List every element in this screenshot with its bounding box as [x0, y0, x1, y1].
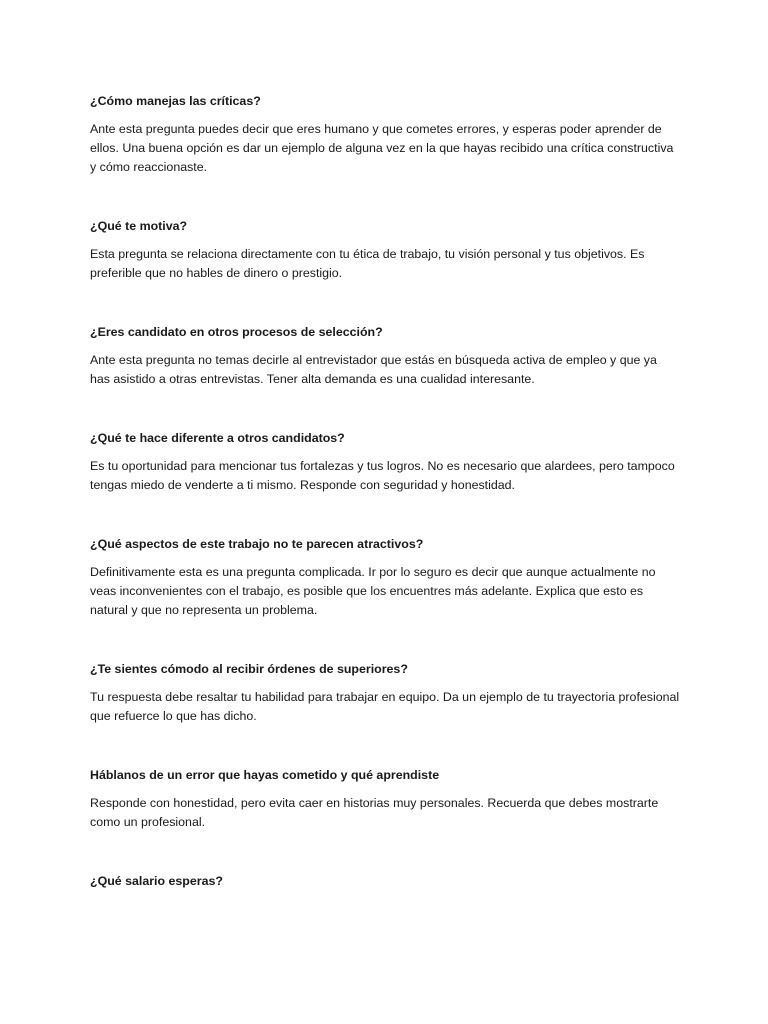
question-heading: Háblanos de un error que hayas cometido y qué aprendiste: [90, 768, 440, 782]
question-heading: ¿Qué salario esperas?: [90, 874, 223, 888]
answer-paragraph: Responde con honestidad, pero evita caer en historias muy personales. Recuerda que debes mostrarte como un profesional.: [90, 796, 659, 829]
qa-item-error: [90, 766, 680, 832]
answer-paragraph: Ante esta pregunta puedes decir que eres humano y que cometes errores, y esperas poder aprender de ellos. Una buena opción es dar un ejemplo de alguna vez en la que hayas recibido una crítica constructiva y cómo reaccionaste.: [90, 122, 674, 174]
question-heading: ¿Qué te hace diferente a otros candidatos?: [90, 431, 345, 445]
question-heading: ¿Eres candidato en otros procesos de selección?: [90, 325, 383, 339]
answer-paragraph: Ante esta pregunta no temas decirle al entrevistador que estás en búsqueda activa de empleo y que ya has asistido a otras entrevistas. Tener alta demanda es una cualidad interesante.: [90, 353, 657, 386]
qa-item-candidato: [90, 323, 680, 389]
qa-item-motiva: [90, 217, 680, 283]
answer-paragraph: Tu respuesta debe resaltar tu habilidad para trabajar en equipo. Da un ejemplo de tu trayectoria profesional que refuerce lo que has dicho.: [90, 690, 680, 723]
question-heading: ¿Cómo manejas las críticas?: [90, 94, 261, 108]
qa-item-salario: [90, 872, 680, 891]
question-heading: ¿Qué te motiva?: [90, 219, 188, 233]
qa-item-criticas: [90, 92, 680, 177]
question-heading: ¿Qué aspectos de este trabajo no te parecen atractivos?: [90, 537, 424, 551]
question-heading: ¿Te sientes cómodo al recibir órdenes de superiores?: [90, 662, 408, 676]
qa-item-diferente: [90, 429, 680, 495]
answer-paragraph: Esta pregunta se relaciona directamente con tu ética de trabajo, tu visión personal y tus objetivos. Es preferible que no hables de dinero o prestigio.: [90, 247, 645, 280]
answer-paragraph: Definitivamente esta es una pregunta complicada. Ir por lo seguro es decir que aunque actualmente no veas inconvenientes con el trabajo, es posible que los encuentres más adelante. Explica que esto es natural y que no representa un problema.: [90, 565, 656, 617]
qa-item-aspectos: [90, 535, 680, 620]
qa-item-ordenes: [90, 660, 680, 726]
document-page: [90, 92, 680, 900]
answer-paragraph: Es tu oportunidad para mencionar tus fortalezas y tus logros. No es necesario que alardees, pero tampoco tengas miedo de venderte a ti mismo. Responde con seguridad y honestidad.: [90, 459, 675, 492]
